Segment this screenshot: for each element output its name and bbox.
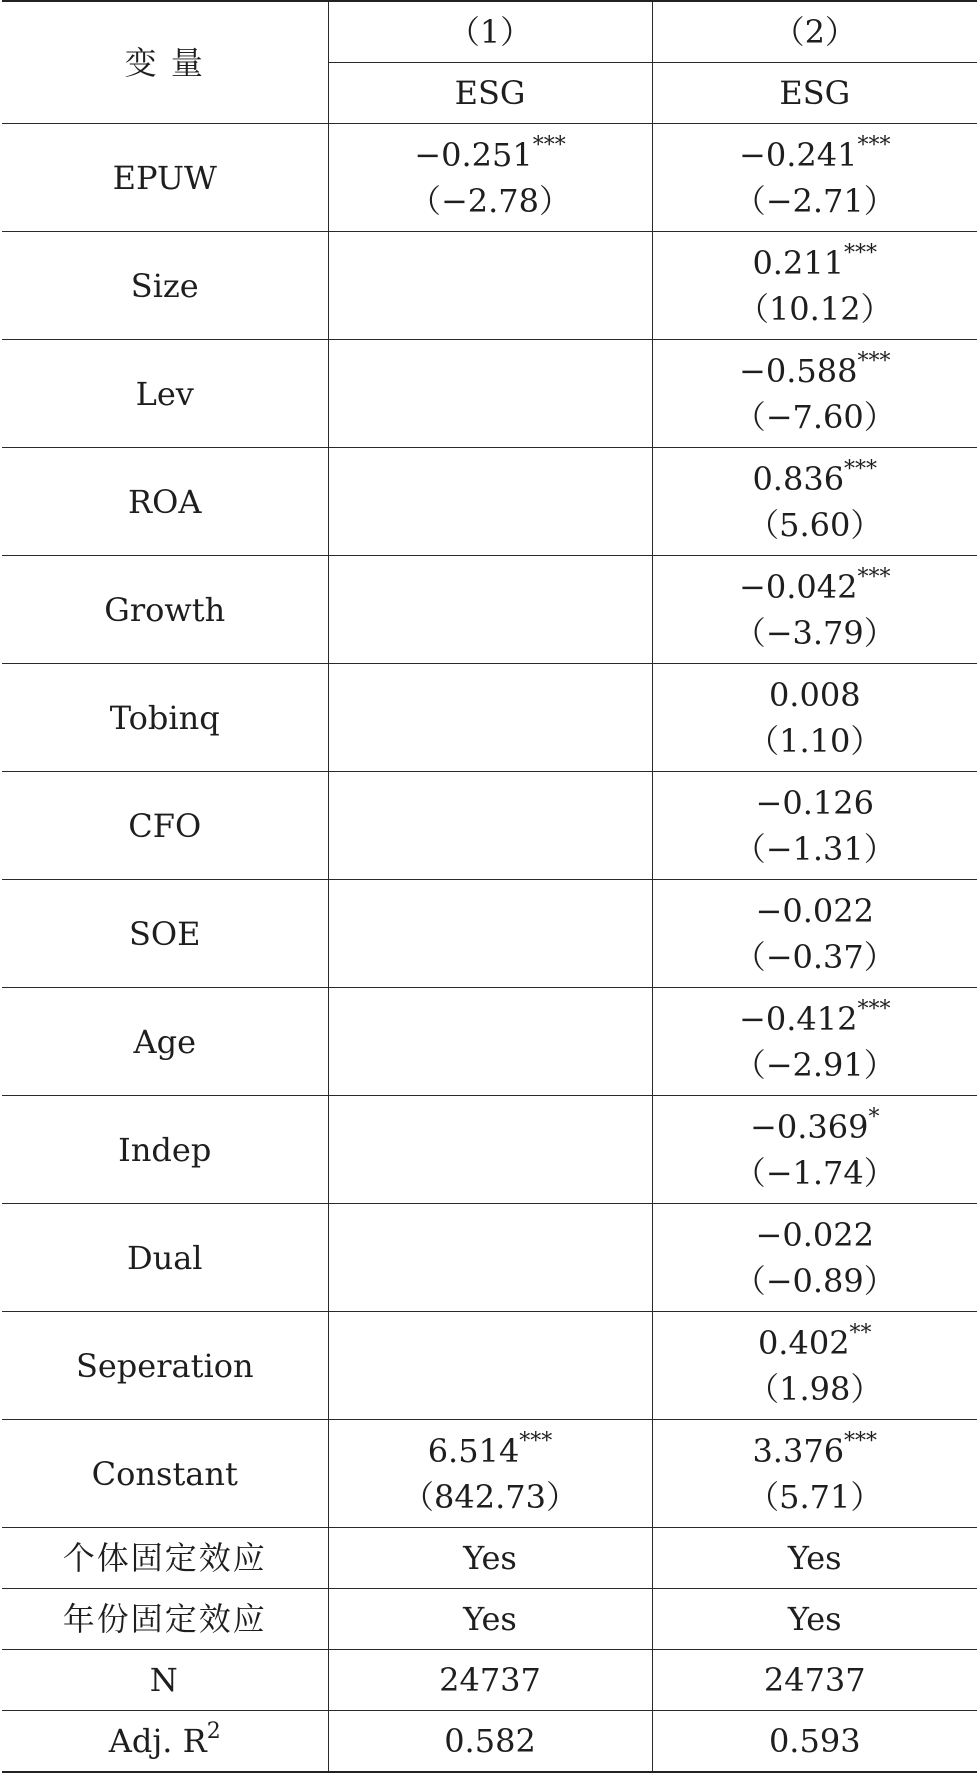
variable-name: Size: [2, 232, 328, 340]
coefficient-cell: [328, 1096, 652, 1204]
footer-value: Yes: [328, 1528, 652, 1589]
coefficient-number: 0.008: [768, 675, 861, 714]
t-statistic: （−0.89）: [733, 1261, 896, 1300]
variable-name: ROA: [2, 448, 328, 556]
t-statistic: （5.71）: [747, 1477, 883, 1516]
column-2-number: （2）: [652, 1, 977, 63]
coefficient-cell: [652, 1096, 977, 1204]
variable-name: Tobinq: [2, 664, 328, 772]
variable-name: Growth: [2, 556, 328, 664]
significance-stars: ***: [844, 1428, 878, 1454]
t-statistic: （−1.31）: [733, 829, 896, 868]
coefficient-number: −0.241: [739, 135, 858, 174]
coefficient-cell: [328, 232, 652, 340]
footer-label: 年份固定效应: [2, 1589, 328, 1650]
coefficient-cell: [652, 772, 977, 880]
adj-r2-col1: 0.582: [328, 1711, 652, 1773]
coefficient-number: −0.126: [755, 783, 874, 822]
t-statistic: （−2.78）: [408, 181, 572, 220]
coefficient-cell: [328, 664, 652, 772]
coefficient-cell: [328, 880, 652, 988]
coefficient-cell: [652, 232, 977, 340]
t-statistic: （−7.60）: [733, 397, 896, 436]
coefficient-number: −0.588: [739, 351, 858, 390]
coefficient-number: −0.022: [755, 891, 874, 930]
footer-value: Yes: [328, 1589, 652, 1650]
coefficient-cell: [328, 988, 652, 1096]
footer-label: 个体固定效应: [2, 1528, 328, 1589]
significance-stars: ***: [857, 564, 891, 590]
variable-name: Indep: [2, 1096, 328, 1204]
coefficient-number: 0.402: [757, 1323, 850, 1362]
adj-r2-text: Adj. R: [108, 1722, 207, 1760]
t-statistic: （−2.71）: [733, 181, 896, 220]
coefficient-cell: [652, 988, 977, 1096]
coefficient-cell: [652, 1420, 977, 1528]
coefficient-number: −0.412: [739, 999, 858, 1038]
coefficient-value: [653, 780, 978, 826]
t-statistic: （842.73）: [402, 1477, 578, 1516]
variable-name: CFO: [2, 772, 328, 880]
coefficient-value: [653, 240, 978, 286]
significance-stars: ***: [519, 1428, 553, 1454]
t-statistic: （1.10）: [747, 721, 883, 760]
table-row: [2, 664, 977, 772]
coefficient-value: [653, 456, 978, 502]
coefficient-cell: [652, 340, 977, 448]
footer-label: N: [2, 1650, 328, 1711]
regression-table: [2, 0, 977, 1773]
coefficient-cell: [328, 448, 652, 556]
t-statistic: （−3.79）: [733, 613, 896, 652]
significance-stars: **: [849, 1320, 872, 1346]
table-row: [2, 556, 977, 664]
table-row: [2, 880, 977, 988]
coefficient-value: [653, 1104, 978, 1150]
table-row: [2, 1204, 977, 1312]
variable-name: Lev: [2, 340, 328, 448]
coefficient-number: −0.022: [755, 1215, 874, 1254]
coefficient-cell: [652, 124, 977, 232]
significance-stars: ***: [844, 240, 878, 266]
coefficient-value: [653, 132, 978, 178]
variable-name: EPUW: [2, 124, 328, 232]
coefficient-cell: [328, 340, 652, 448]
footer-value: 24737: [328, 1650, 652, 1711]
footer-row: [2, 1589, 977, 1650]
coefficient-number: 3.376: [752, 1431, 845, 1470]
t-statistic: （5.60）: [747, 505, 883, 544]
footer-value: 24737: [652, 1650, 977, 1711]
coefficient-value: [653, 1212, 978, 1258]
coefficient-value: [329, 1428, 652, 1474]
table-row: [2, 232, 977, 340]
coefficient-number: −0.042: [739, 567, 858, 606]
footer-row: [2, 1650, 977, 1711]
coefficient-cell: [328, 124, 652, 232]
header-row-1: [2, 1, 977, 63]
coefficient-number: 0.836: [752, 459, 845, 498]
footer-row: [2, 1528, 977, 1589]
variable-header: 变 量: [2, 1, 328, 124]
coefficient-cell: [328, 1312, 652, 1420]
coefficient-number: −0.251: [414, 135, 533, 174]
significance-stars: ***: [857, 996, 891, 1022]
t-statistic: （10.12）: [736, 289, 893, 328]
column-1-number: （1）: [328, 1, 652, 63]
coefficient-cell: [328, 772, 652, 880]
variable-name: Dual: [2, 1204, 328, 1312]
footer-value: Yes: [652, 1528, 977, 1589]
table-row: [2, 124, 977, 232]
coefficient-value: [329, 132, 652, 178]
coefficient-cell: [652, 880, 977, 988]
significance-stars: ***: [532, 132, 566, 158]
variable-name: Age: [2, 988, 328, 1096]
table-row: [2, 448, 977, 556]
adj-r2-superscript: 2: [206, 1719, 221, 1745]
t-statistic: （−2.91）: [733, 1045, 896, 1084]
coefficient-cell: [328, 1420, 652, 1528]
coefficient-value: [653, 672, 978, 718]
table-row: [2, 1096, 977, 1204]
adj-r2-label: [2, 1711, 328, 1773]
coefficient-number: 6.514: [427, 1431, 520, 1470]
t-statistic: （−1.74）: [733, 1153, 896, 1192]
coefficient-value: [653, 996, 978, 1042]
column-2-dependent: ESG: [652, 63, 977, 124]
adj-r2-row: [2, 1711, 977, 1773]
variable-name: Seperation: [2, 1312, 328, 1420]
significance-stars: *: [868, 1104, 880, 1130]
coefficient-value: [653, 564, 978, 610]
significance-stars: ***: [857, 348, 891, 374]
table-row: [2, 1312, 977, 1420]
coefficient-value: [653, 1428, 978, 1474]
table-row: [2, 772, 977, 880]
coefficient-value: [653, 348, 978, 394]
coefficient-cell: [328, 556, 652, 664]
coefficient-value: [653, 888, 978, 934]
adj-r2-col2: 0.593: [652, 1711, 977, 1773]
table-row: [2, 988, 977, 1096]
coefficient-number: −0.369: [750, 1107, 869, 1146]
coefficient-value: [653, 1320, 978, 1366]
variable-name: Constant: [2, 1420, 328, 1528]
t-statistic: （−0.37）: [733, 937, 896, 976]
coefficient-number: 0.211: [752, 243, 845, 282]
table-row: [2, 1420, 977, 1528]
t-statistic: （1.98）: [747, 1369, 883, 1408]
coefficient-cell: [652, 1312, 977, 1420]
coefficient-cell: [652, 664, 977, 772]
coefficient-cell: [328, 1204, 652, 1312]
significance-stars: ***: [844, 456, 878, 482]
coefficient-cell: [652, 556, 977, 664]
coefficient-cell: [652, 448, 977, 556]
variable-name: SOE: [2, 880, 328, 988]
column-1-dependent: ESG: [328, 63, 652, 124]
footer-value: Yes: [652, 1589, 977, 1650]
table-row: [2, 340, 977, 448]
significance-stars: ***: [857, 132, 891, 158]
coefficient-cell: [652, 1204, 977, 1312]
